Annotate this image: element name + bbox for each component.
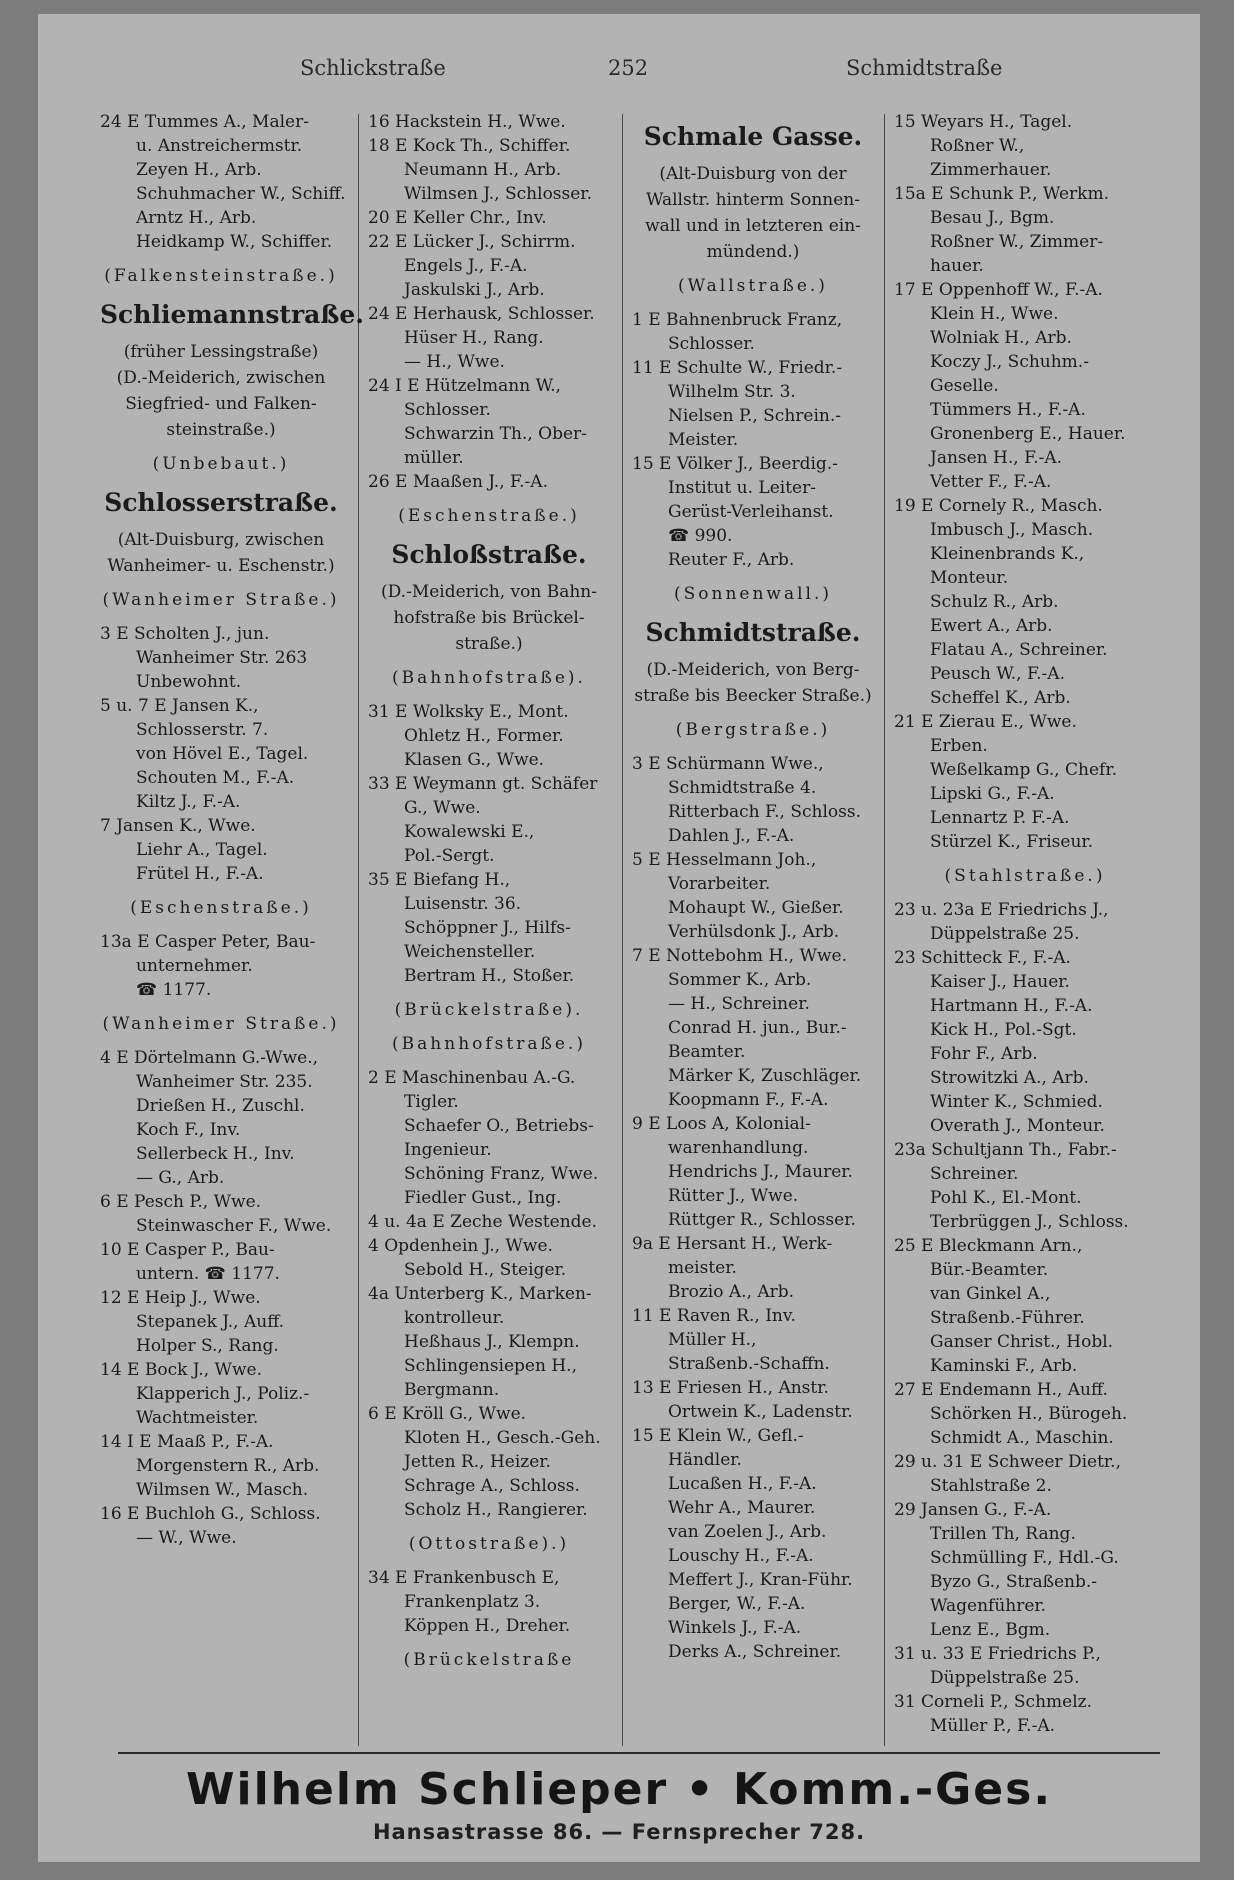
entry-continuation: Fiedler Gust., Ing. bbox=[404, 1188, 562, 1208]
address-entry: 22 E Lücker J., Schirrm. bbox=[368, 232, 576, 252]
address-entry: 31 Corneli P., Schmelz. bbox=[894, 1692, 1092, 1712]
entry-continuation: Klein H., Wwe. bbox=[930, 304, 1059, 324]
entry-continuation: Kloten H., Gesch.-Geh. bbox=[404, 1428, 601, 1448]
entry-continuation: ☎ 990. bbox=[668, 526, 733, 546]
entry-continuation: Jetten R., Heizer. bbox=[404, 1452, 551, 1472]
street-note: hofstraße bis Brückel- bbox=[393, 608, 585, 628]
entry-continuation: Jaskulski J., Arb. bbox=[404, 280, 545, 300]
entry-continuation: Jansen H., F.-A. bbox=[930, 448, 1063, 468]
entry-continuation: Tigler. bbox=[404, 1092, 459, 1112]
address-entry: 6 E Pesch P., Wwe. bbox=[100, 1192, 262, 1212]
header-right: Schmidtstraße bbox=[846, 56, 1003, 80]
address-entry: 4 u. 4a E Zeche Westende. bbox=[368, 1212, 598, 1232]
street-heading: Schloßstraße. bbox=[391, 540, 587, 569]
address-entry: 4 E Dörtelmann G.-Wwe., bbox=[100, 1048, 318, 1068]
column-divider bbox=[622, 114, 623, 1746]
entry-continuation: — W., Wwe. bbox=[136, 1528, 237, 1548]
address-entry: 9a E Hersant H., Werk- bbox=[632, 1234, 833, 1254]
entry-continuation: Rüttger R., Schlosser. bbox=[668, 1210, 856, 1230]
entry-continuation: Rütter J., Wwe. bbox=[668, 1186, 799, 1206]
entry-continuation: Köppen H., Dreher. bbox=[404, 1616, 571, 1636]
cross-street: (Bahnhofstraße.) bbox=[392, 1034, 586, 1054]
address-entry: 5 E Hesselmann Joh., bbox=[632, 850, 817, 870]
entry-continuation: Bür.-Beamter. bbox=[930, 1260, 1049, 1280]
address-entry: 33 E Weymann gt. Schäfer bbox=[368, 774, 598, 794]
entry-continuation: Heidkamp W., Schiffer. bbox=[136, 232, 333, 252]
entry-continuation: Scheffel K., Arb. bbox=[930, 688, 1071, 708]
entry-continuation: Koch F., Inv. bbox=[136, 1120, 241, 1140]
entry-continuation: Schulz R., Arb. bbox=[930, 592, 1059, 612]
entry-continuation: Hartmann H., F.-A. bbox=[930, 996, 1093, 1016]
advertiser-name: Wilhelm Schlieper • Komm.-Ges. bbox=[185, 1764, 1053, 1815]
entry-continuation: Pol.-Sergt. bbox=[404, 846, 495, 866]
address-entry: 23 Schitteck F., F.-A. bbox=[894, 948, 1071, 968]
entry-continuation: Ritterbach F., Schloss. bbox=[668, 802, 861, 822]
address-entry: 14 I E Maaß P., F.-A. bbox=[100, 1432, 274, 1452]
entry-continuation: Kowalewski E., bbox=[404, 822, 535, 842]
address-entry: 9 E Loos A, Kolonial- bbox=[632, 1114, 811, 1134]
entry-continuation: Wanheimer Str. 263 bbox=[136, 648, 308, 668]
entry-continuation: Düppelstraße 25. bbox=[930, 924, 1080, 944]
address-entry: 15 E Klein W., Gefl.- bbox=[632, 1426, 804, 1446]
address-entry: 1 E Bahnenbruck Franz, bbox=[632, 310, 843, 330]
address-entry: 11 E Raven R., Inv. bbox=[632, 1306, 796, 1326]
entry-continuation: Schuhmacher W., Schiff. bbox=[136, 184, 346, 204]
entry-continuation: Ingenieur. bbox=[404, 1140, 492, 1160]
address-entry: 23a Schultjann Th., Fabr.- bbox=[894, 1140, 1117, 1160]
address-entry: 31 E Wolksky E., Mont. bbox=[368, 702, 569, 722]
entry-continuation: Drießen H., Zuschl. bbox=[136, 1096, 305, 1116]
entry-continuation: Frankenplatz 3. bbox=[404, 1592, 541, 1612]
street-note: straße.) bbox=[455, 634, 523, 654]
entry-continuation: Louschy H., F.-A. bbox=[668, 1546, 814, 1566]
entry-continuation: Schöppner J., Hilfs- bbox=[404, 918, 571, 938]
entry-continuation: Weßelkamp G., Chefr. bbox=[930, 760, 1117, 780]
address-entry: 21 E Zierau E., Wwe. bbox=[894, 712, 1077, 732]
address-entry: 10 E Casper P., Bau- bbox=[100, 1240, 275, 1260]
address-entry: 23 u. 23a E Friedrichs J., bbox=[894, 900, 1109, 920]
entry-continuation: Weichensteller. bbox=[404, 942, 536, 962]
entry-continuation: Kleinenbrands K., bbox=[930, 544, 1085, 564]
running-header bbox=[38, 56, 1200, 96]
street-note: (D.-Meiderich, zwischen bbox=[116, 368, 326, 388]
address-entry: 20 E Keller Chr., Inv. bbox=[368, 208, 547, 228]
entry-continuation: Märker K, Zuschläger. bbox=[668, 1066, 862, 1086]
column-4 bbox=[894, 110, 1156, 1750]
address-entry: 14 E Bock J., Wwe. bbox=[100, 1360, 262, 1380]
cross-street: (Wallstraße.) bbox=[678, 276, 828, 296]
entry-continuation: Geselle. bbox=[930, 376, 999, 396]
entry-continuation: Steinwascher F., Wwe. bbox=[136, 1216, 332, 1236]
entry-continuation: Schlosser. bbox=[668, 334, 755, 354]
street-note: Wanheimer- u. Eschenstr.) bbox=[107, 556, 335, 576]
entry-continuation: van Zoelen J., Arb. bbox=[668, 1522, 827, 1542]
entry-continuation: Schrage A., Schloss. bbox=[404, 1476, 580, 1496]
entry-continuation: Tümmers H., F.-A. bbox=[930, 400, 1086, 420]
entry-continuation: Ortwein K., Ladenstr. bbox=[668, 1402, 853, 1422]
entry-continuation: Wanheimer Str. 235. bbox=[136, 1072, 313, 1092]
entry-continuation: Zimmerhauer. bbox=[930, 160, 1052, 180]
cross-street: (Brückelstraße). bbox=[394, 1000, 584, 1020]
entry-continuation: Frütel H., F.-A. bbox=[136, 864, 264, 884]
address-entry: 18 E Kock Th., Schiffer. bbox=[368, 136, 571, 156]
entry-continuation: Holper S., Rang. bbox=[136, 1336, 279, 1356]
entry-continuation: Schöning Franz, Wwe. bbox=[404, 1164, 599, 1184]
street-note: (Alt-Duisburg, zwischen bbox=[117, 530, 325, 550]
entry-continuation: Verhülsdonk J., Arb. bbox=[668, 922, 840, 942]
cross-street: (Eschenstraße.) bbox=[130, 898, 312, 918]
entry-continuation: Schouten M., F.-A. bbox=[136, 768, 295, 788]
entry-continuation: Klapperich J., Poliz.- bbox=[136, 1384, 310, 1404]
entry-continuation: Schörken H., Bürogeh. bbox=[930, 1404, 1128, 1424]
entry-continuation: Sellerbeck H., Inv. bbox=[136, 1144, 295, 1164]
entry-continuation: Roßner W., Zimmer- bbox=[930, 232, 1104, 252]
advertisement-footer bbox=[38, 1762, 1200, 1846]
entry-continuation: Unbewohnt. bbox=[136, 672, 242, 692]
street-note: (Alt-Duisburg von der bbox=[659, 164, 847, 184]
entry-continuation: Engels J., F.-A. bbox=[404, 256, 528, 276]
entry-continuation: Kick H., Pol.-Sgt. bbox=[930, 1020, 1077, 1040]
street-note: (D.-Meiderich, von Bahn- bbox=[381, 582, 597, 602]
entry-continuation: Lucaßen H., F.-A. bbox=[668, 1474, 817, 1494]
page-number: 252 bbox=[608, 56, 649, 80]
entry-continuation: Schmülling F., Hdl.-G. bbox=[930, 1548, 1119, 1568]
entry-continuation: Klasen G., Wwe. bbox=[404, 750, 545, 770]
entry-continuation: kontrolleur. bbox=[404, 1308, 505, 1328]
street-note: steinstraße.) bbox=[166, 420, 276, 440]
entry-continuation: Vetter F., F.-A. bbox=[930, 472, 1052, 492]
entry-continuation: Koczy J., Schuhm.- bbox=[930, 352, 1089, 372]
entry-continuation: von Hövel E., Tagel. bbox=[136, 744, 309, 764]
entry-continuation: müller. bbox=[404, 448, 464, 468]
entry-continuation: Wilmsen W., Masch. bbox=[136, 1480, 309, 1500]
entry-continuation: Derks A., Schreiner. bbox=[668, 1642, 842, 1662]
entry-continuation: u. Anstreichermstr. bbox=[136, 136, 303, 156]
entry-continuation: — H., Wwe. bbox=[404, 352, 505, 372]
entry-continuation: ☎ 1177. bbox=[136, 980, 212, 1000]
entry-continuation: Müller P., F.-A. bbox=[930, 1716, 1056, 1736]
address-entry: 29 u. 31 E Schweer Dietr., bbox=[894, 1452, 1121, 1472]
entry-continuation: Fohr F., Arb. bbox=[930, 1044, 1038, 1064]
address-entry: 17 E Oppenhoff W., F.-A. bbox=[894, 280, 1103, 300]
address-entry: 13a E Casper Peter, Bau- bbox=[100, 932, 316, 952]
address-entry: 12 E Heip J., Wwe. bbox=[100, 1288, 261, 1308]
entry-continuation: Wachtmeister. bbox=[136, 1408, 259, 1428]
address-entry: 16 E Buchloh G., Schloss. bbox=[100, 1504, 321, 1524]
entry-continuation: Wehr A., Maurer. bbox=[668, 1498, 816, 1518]
entry-continuation: Bertram H., Stoßer. bbox=[404, 966, 575, 986]
entry-continuation: Hendrichs J., Maurer. bbox=[668, 1162, 853, 1182]
entry-continuation: Flatau A., Schreiner. bbox=[930, 640, 1108, 660]
street-heading: Schliemannstraße. bbox=[100, 300, 364, 329]
entry-continuation: Gronenberg E., Hauer. bbox=[930, 424, 1126, 444]
entry-continuation: Kiltz J., F.-A. bbox=[136, 792, 241, 812]
address-entry: 24 I E Hützelmann W., bbox=[368, 376, 561, 396]
column-3 bbox=[632, 110, 874, 1750]
address-entry: 25 E Bleckmann Arn., bbox=[894, 1236, 1083, 1256]
entry-continuation: Stürzel K., Friseur. bbox=[930, 832, 1094, 852]
cross-street: (Eschenstraße.) bbox=[398, 506, 580, 526]
address-entry: 19 E Cornely R., Masch. bbox=[894, 496, 1103, 516]
entry-continuation: Winter K., Schmied. bbox=[930, 1092, 1103, 1112]
entry-continuation: Morgenstern R., Arb. bbox=[136, 1456, 320, 1476]
entry-continuation: Roßner W., bbox=[930, 136, 1025, 156]
footer-rule bbox=[118, 1752, 1160, 1754]
cross-street: (Unbebaut.) bbox=[152, 454, 290, 474]
address-entry: 3 E Scholten J., jun. bbox=[100, 624, 270, 644]
entry-continuation: Monteur. bbox=[930, 568, 1009, 588]
entry-continuation: G., Wwe. bbox=[404, 798, 481, 818]
address-entry: 35 E Biefang H., bbox=[368, 870, 511, 890]
entry-continuation: Straßenb.-Schaffn. bbox=[668, 1354, 830, 1374]
street-heading: Schlosserstraße. bbox=[104, 488, 338, 517]
cross-street: (Wanheimer Straße.) bbox=[102, 590, 340, 610]
entry-continuation: Schaefer O., Betriebs- bbox=[404, 1116, 594, 1136]
entry-continuation: Brozio A., Arb. bbox=[668, 1282, 795, 1302]
entry-continuation: Trillen Th, Rang. bbox=[930, 1524, 1076, 1544]
entry-continuation: Schreiner. bbox=[930, 1164, 1019, 1184]
entry-continuation: Mohaupt W., Gießer. bbox=[668, 898, 844, 918]
entry-continuation: Ohletz H., Former. bbox=[404, 726, 564, 746]
entry-continuation: — H., Schreiner. bbox=[668, 994, 810, 1014]
entry-continuation: Düppelstraße 25. bbox=[930, 1668, 1080, 1688]
entry-continuation: Berger, W., F.-A. bbox=[668, 1594, 806, 1614]
entry-continuation: Vorarbeiter. bbox=[668, 874, 771, 894]
cross-street: (Wanheimer Straße.) bbox=[102, 1014, 340, 1034]
entry-continuation: Nielsen P., Schrein.- bbox=[668, 406, 841, 426]
entry-continuation: Meister. bbox=[668, 430, 739, 450]
entry-continuation: Institut u. Leiter- bbox=[668, 478, 816, 498]
entry-continuation: Strowitzki A., Arb. bbox=[930, 1068, 1089, 1088]
entry-continuation: Sebold H., Steiger. bbox=[404, 1260, 567, 1280]
entry-continuation: Reuter F., Arb. bbox=[668, 550, 795, 570]
entry-continuation: Bergmann. bbox=[404, 1380, 500, 1400]
entry-continuation: Lennartz P. F.-A. bbox=[930, 808, 1070, 828]
entry-continuation: Erben. bbox=[930, 736, 988, 756]
entry-continuation: Conrad H. jun., Bur.- bbox=[668, 1018, 847, 1038]
entry-continuation: Stahlstraße 2. bbox=[930, 1476, 1052, 1496]
entry-continuation: Koopmann F., F.-A. bbox=[668, 1090, 829, 1110]
entry-continuation: Ganser Christ., Hobl. bbox=[930, 1332, 1114, 1352]
entry-continuation: Lenz E., Bgm. bbox=[930, 1620, 1051, 1640]
column-divider bbox=[884, 114, 885, 1746]
address-entry: 6 E Kröll G., Wwe. bbox=[368, 1404, 527, 1424]
address-entry: 31 u. 33 E Friedrichs P., bbox=[894, 1644, 1101, 1664]
entry-continuation: Luisenstr. 36. bbox=[404, 894, 522, 914]
address-entry: 16 Hackstein H., Wwe. bbox=[368, 112, 566, 132]
entry-continuation: Wilhelm Str. 3. bbox=[668, 382, 796, 402]
address-entry: 27 E Endemann H., Auff. bbox=[894, 1380, 1108, 1400]
entry-continuation: meister. bbox=[668, 1258, 737, 1278]
address-entry: 34 E Frankenbusch E, bbox=[368, 1568, 560, 1588]
entry-continuation: Winkels J., F.-A. bbox=[668, 1618, 802, 1638]
entry-continuation: Arntz H., Arb. bbox=[136, 208, 257, 228]
address-entry: 7 E Nottebohm H., Wwe. bbox=[632, 946, 847, 966]
entry-continuation: van Ginkel A., bbox=[930, 1284, 1051, 1304]
entry-continuation: Lipski G., F.-A. bbox=[930, 784, 1055, 804]
entry-continuation: Imbusch J., Masch. bbox=[930, 520, 1094, 540]
address-entry: 24 E Herhausk, Schlosser. bbox=[368, 304, 595, 324]
cross-street: (Bergstraße.) bbox=[675, 720, 831, 740]
cross-street: (Sonnenwall.) bbox=[673, 584, 833, 604]
entry-continuation: Liehr A., Tagel. bbox=[136, 840, 268, 860]
street-note: Siegfried- und Falken- bbox=[125, 394, 317, 414]
entry-continuation: Meffert J., Kran-Führ. bbox=[668, 1570, 853, 1590]
address-entry: 15 E Völker J., Beerdig.- bbox=[632, 454, 838, 474]
address-entry: 26 E Maaßen J., F.-A. bbox=[368, 472, 548, 492]
address-entry: 7 Jansen K., Wwe. bbox=[100, 816, 256, 836]
entry-continuation: Schwarzin Th., Ober- bbox=[404, 424, 587, 444]
address-entry: 2 E Maschinenbau A.-G. bbox=[368, 1068, 576, 1088]
entry-continuation: Schlosserstr. 7. bbox=[136, 720, 269, 740]
entry-continuation: Schmidtstraße 4. bbox=[668, 778, 817, 798]
entry-continuation: Terbrüggen J., Schloss. bbox=[930, 1212, 1129, 1232]
address-entry: 4a Unterberg K., Marken- bbox=[368, 1284, 592, 1304]
entry-continuation: warenhandlung. bbox=[668, 1138, 809, 1158]
address-entry: 29 Jansen G., F.-A. bbox=[894, 1500, 1052, 1520]
entry-continuation: Overath J., Monteur. bbox=[930, 1116, 1105, 1136]
address-entry: 11 E Schulte W., Friedr.- bbox=[632, 358, 843, 378]
entry-continuation: Scholz H., Rangierer. bbox=[404, 1500, 588, 1520]
entry-continuation: hauer. bbox=[930, 256, 984, 276]
entry-continuation: Kaminski F., Arb. bbox=[930, 1356, 1078, 1376]
entry-continuation: Schlosser. bbox=[404, 400, 491, 420]
entry-continuation: — G., Arb. bbox=[136, 1168, 225, 1188]
entry-continuation: Wilmsen J., Schlosser. bbox=[404, 184, 592, 204]
entry-continuation: Müller H., bbox=[668, 1330, 757, 1350]
entry-continuation: Schlingensiepen H., bbox=[404, 1356, 577, 1376]
address-entry: 5 u. 7 E Jansen K., bbox=[100, 696, 259, 716]
street-note: Wallstr. hinterm Sonnen- bbox=[645, 190, 861, 210]
entry-continuation: Zeyen H., Arb. bbox=[136, 160, 262, 180]
entry-continuation: Händler. bbox=[668, 1450, 742, 1470]
entry-continuation: unternehmer. bbox=[136, 956, 253, 976]
street-heading: Schmale Gasse. bbox=[643, 122, 863, 151]
advertiser-address: Hansastrasse 86. — Fernsprecher 728. bbox=[372, 1820, 866, 1844]
entry-continuation: Gerüst-Verleihanst. bbox=[668, 502, 834, 522]
entry-continuation: Sommer K., Arb. bbox=[668, 970, 812, 990]
street-note: wall und in letzteren ein- bbox=[645, 216, 861, 236]
cross-street: (Stahlstraße.) bbox=[944, 866, 1106, 886]
address-entry: 15 Weyars H., Tagel. bbox=[894, 112, 1073, 132]
entry-continuation: untern. ☎ 1177. bbox=[136, 1264, 280, 1284]
entry-continuation: Schmidt A., Maschin. bbox=[930, 1428, 1114, 1448]
street-note: (früher Lessingstraße) bbox=[123, 342, 319, 362]
entry-continuation: Heßhaus J., Klempn. bbox=[404, 1332, 580, 1352]
cross-street: (Falkensteinstraße.) bbox=[104, 266, 338, 286]
entry-continuation: Dahlen J., F.-A. bbox=[668, 826, 795, 846]
entry-continuation: Peusch W., F.-A. bbox=[930, 664, 1065, 684]
directory-page bbox=[38, 14, 1200, 1862]
street-note: straße bis Beecker Straße.) bbox=[634, 686, 872, 706]
cross-street: (Bahnhofstraße). bbox=[392, 668, 586, 688]
address-entry: 3 E Schürmann Wwe., bbox=[632, 754, 824, 774]
entry-continuation: Byzo G., Straßenb.- bbox=[930, 1572, 1098, 1592]
entry-continuation: Pohl K., El.-Mont. bbox=[930, 1188, 1082, 1208]
cross-street: (Brückelstraße bbox=[403, 1650, 575, 1670]
address-entry: 15a E Schunk P., Werkm. bbox=[894, 184, 1110, 204]
entry-continuation: Stepanek J., Auff. bbox=[136, 1312, 285, 1332]
column-2 bbox=[368, 110, 610, 1750]
entry-continuation: Besau J., Bgm. bbox=[930, 208, 1055, 228]
entry-continuation: Beamter. bbox=[668, 1042, 746, 1062]
entry-continuation: Straßenb.-Führer. bbox=[930, 1308, 1085, 1328]
street-note: (D.-Meiderich, von Berg- bbox=[646, 660, 860, 680]
column-divider bbox=[358, 114, 359, 1746]
street-heading: Schmidtstraße. bbox=[645, 618, 861, 647]
address-entry: 24 E Tummes A., Maler- bbox=[100, 112, 309, 132]
entry-continuation: Hüser H., Rang. bbox=[404, 328, 544, 348]
address-entry: 4 Opdenhein J., Wwe. bbox=[368, 1236, 553, 1256]
entry-continuation: Wolniak H., Arb. bbox=[930, 328, 1072, 348]
header-left: Schlickstraße bbox=[300, 56, 446, 80]
cross-street: (Ottostraße).) bbox=[408, 1534, 570, 1554]
entry-continuation: Ewert A., Arb. bbox=[930, 616, 1053, 636]
column-1 bbox=[100, 110, 364, 1750]
entry-continuation: Neumann H., Arb. bbox=[404, 160, 562, 180]
address-entry: 13 E Friesen H., Anstr. bbox=[632, 1378, 829, 1398]
street-note: mündend.) bbox=[706, 242, 800, 262]
entry-continuation: Wagenführer. bbox=[930, 1596, 1047, 1616]
entry-continuation: Kaiser J., Hauer. bbox=[930, 972, 1070, 992]
